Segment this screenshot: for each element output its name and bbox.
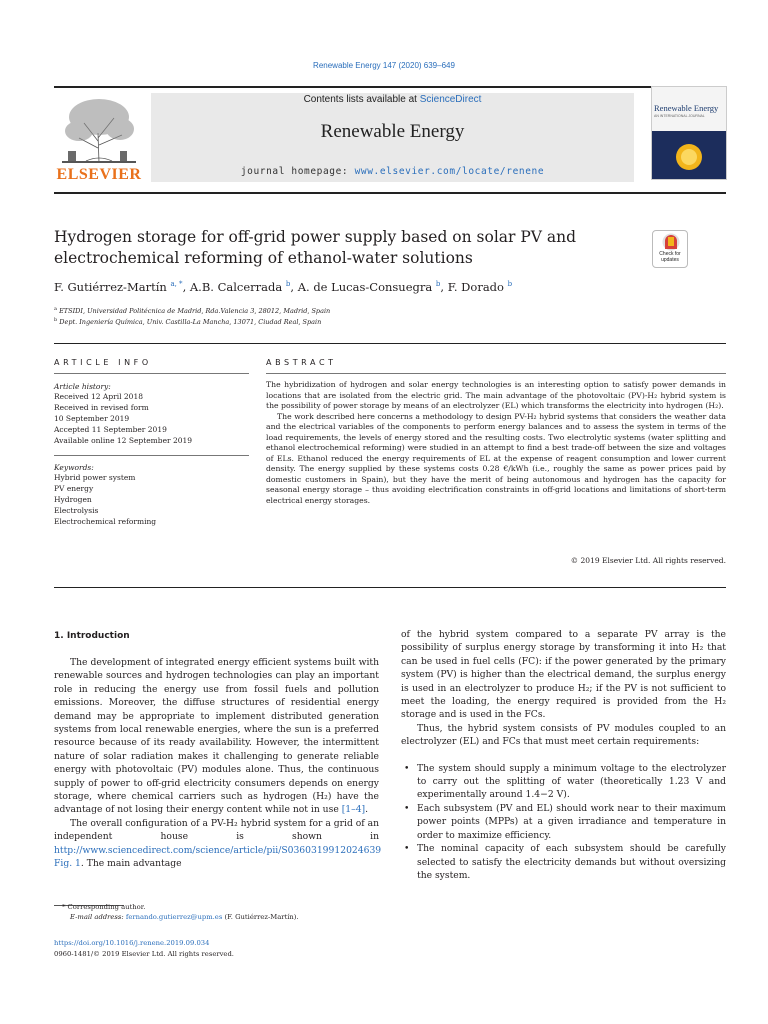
keywords-label: Keywords: [54, 463, 94, 472]
requirements-list [401, 762, 726, 883]
abstract-paragraph: The work described here concerns a methodology to design PV-H₂ hybrid systems that considers the weather data and the electrical variables of the components to perform energy balances and to assess the system in terms of the load requirements, the levels of energy stored and the resulting costs. Two electrolytic systems (water splitting and ethanol electrochemical reforming) were studied in an attempt to find a best trade-off between the size and voltages of ELs. Ethanol reduced the energy requirements of EL at the expense of reagent consumption and lower current density. The energy supplied by these systems costs 0.28 €/kWh (i.e., roughly the same as power prices paid by domestic customers in Spain), but they have the merit of being autonomous and hydrogen has the capacity for seasonal energy storage – thus avoiding electrification constraints in off-grid locations and limitations of short-term electrical energy storages. [266, 411, 726, 505]
email-link[interactable]: fernando.gutierrez@upm.es [125, 913, 223, 921]
paragraph-text: The overall configuration of a PV-H₂ hybrid system for a grid of an independent house is shown in [54, 817, 379, 843]
email-note [54, 913, 454, 921]
author-separator: , [290, 280, 298, 294]
contents-availability [151, 94, 634, 105]
email-label: E-mail address: [70, 913, 126, 921]
keyword[interactable]: Electrolysis [54, 506, 99, 515]
history-item: Received 12 April 2018 [54, 392, 143, 401]
homepage-prefix: journal homepage: [240, 166, 355, 177]
body-right-column [401, 628, 726, 882]
abstract-heading-rule [266, 373, 726, 374]
body-paragraph [54, 817, 382, 871]
affiliation [54, 317, 674, 326]
paragraph-text: . [365, 804, 369, 816]
history-item: Available online 12 September 2019 [54, 436, 193, 445]
author-name[interactable]: A.B. Calcerrada [189, 280, 283, 294]
author-separator: , [440, 280, 448, 294]
contents-prefix: Contents lists available at [303, 94, 420, 105]
affiliation-text: ETSIDI, Universidad Politécnica de Madrid, Rda.Valencia 3, 28012, Madrid, Spain [59, 307, 331, 315]
list-item: • The system should supply a minimum voltage to the electrolyzer to carry out the splitting of water (theoretically 1.23 V and experimentally around 1.4−2 V). [401, 762, 726, 802]
article-history [54, 382, 249, 446]
paragraph-text: The development of integrated energy efficient systems built with renewable sources and hydrogen technologies can play an important role in reducing the energy use from fossil fuels and pollution emissions. Moreover, the diffuse structures of residential energy demand may be appropriate to implement distributed generation systems from local renewable energies, where the sun is a preferred resource because of its ready availability. However, the intermittent nature of solar radiation makes it challenging to generate reliable energy with photovoltaic (PV) modules alone. Thus, the continuous supply of power to off-grid electricity consumers depends on energy storage, where chemical carriers such as hydrogen (H₂) have the advantage of not losing their energy content while not in use [54, 657, 379, 816]
article-title: Hydrogen storage for off-grid power supply based on solar PV and electrochemical reforming of ethanol-water solutions [54, 228, 577, 267]
author-separator: , [182, 280, 190, 294]
keyword[interactable]: Hybrid power system [54, 473, 136, 482]
paragraph-text: . The main advantage [80, 858, 182, 870]
info-heading-rule [54, 373, 249, 374]
crossmark-label-line-1: Check for [659, 251, 681, 257]
abstract-body [266, 380, 726, 506]
reference-link[interactable]: [1–4] [341, 804, 366, 816]
history-item: Received in revised form [54, 403, 149, 412]
affiliation [54, 306, 674, 315]
affiliation-text: Dept. Ingeniería Química, Univ. Castilla-La Mancha, 13071, Ciudad Real, Spain [59, 318, 322, 326]
publisher-wordmark: ELSEVIER [56, 166, 142, 183]
author-affiliation-mark[interactable]: b [435, 280, 441, 288]
affiliation-mark: b [54, 317, 58, 323]
abstract-copyright: © 2019 Elsevier Ltd. All rights reserved. [570, 556, 726, 565]
crossmark-label [652, 252, 688, 263]
body-paragraph: of the hybrid system compared to a separate PV array is the possibility of surplus energy storage by transforming it into H₂ that can be used in fuel cells (FC): if the power generated by the primary system (PV) is higher than the electrical demand, the surplus energy is used in an electrolyzer to produce H₂; if the PV is not sufficient to meet the loading, the energy required is provided from the H₂ storage and is used in the FCs. [401, 629, 726, 721]
history-label: Article history: [54, 382, 111, 391]
author-affiliation-mark[interactable]: b [507, 280, 513, 288]
author-name[interactable]: A. de Lucas-Consuegra [297, 280, 433, 294]
body-paragraph [54, 656, 379, 817]
author-name[interactable]: F. Dorado [447, 280, 504, 294]
info-top-rule [54, 343, 726, 344]
crossmark-label-line-2: updates [661, 256, 679, 263]
list-item: • Each subsystem (PV and EL) should work near to their maximum power points (MPPs) at a given irradiance and temperature in order to maximize efficiency. [401, 802, 726, 842]
issn-line: 0960-1481/© 2019 Elsevier Ltd. All rights reserved. [54, 950, 234, 958]
cover-art-image [652, 131, 726, 179]
author-affiliation-mark[interactable]: a, * [170, 280, 183, 288]
keyword[interactable]: Electrochemical reforming [54, 517, 157, 526]
history-item: 10 September 2019 [54, 414, 130, 423]
homepage-link[interactable]: www.elsevier.com/locate/renene [354, 166, 545, 177]
figure-link[interactable]: http://www.sciencedirect.com/science/article/pii/S0360319912024639 Fig. 1 [54, 844, 382, 870]
cover-title: Renewable Energy [654, 103, 719, 113]
author-list [54, 280, 674, 294]
body-left-column [54, 656, 382, 871]
body-paragraph: Thus, the hybrid system consists of PV modules coupled to an electrolyzer (EL) and FCs that must meet certain requirements: [401, 722, 726, 748]
journal-homepage [151, 166, 634, 177]
section-heading-introduction: 1. Introduction [54, 631, 130, 641]
abstract-paragraph: The hybridization of hydrogen and solar energy technologies is an interesting option to satisfy power demands in locations that are isolated from the electric grid. The main advantage of the photovoltaic (PV)-H₂ hybrid system is the possibility of power storage by means of an electrolyzer (EL) which transforms the electricity into hydrogen (H₂). [266, 380, 726, 410]
author-name[interactable]: F. Gutiérrez-Martín [54, 280, 167, 294]
crossmark-icon [653, 231, 689, 253]
article-info-heading: ARTICLE INFO [54, 358, 152, 367]
banner-bottom-rule [54, 192, 726, 194]
email-owner: (F. Gutiérrez-Martín). [222, 913, 299, 921]
keyword-list [54, 463, 249, 527]
author-affiliation-mark[interactable]: b [285, 280, 291, 288]
abstract-bottom-rule [54, 587, 726, 588]
keyword[interactable]: Hydrogen [54, 495, 92, 504]
history-item: Accepted 11 September 2019 [54, 425, 167, 434]
abstract-heading: ABSTRACT [266, 358, 337, 367]
doi-link[interactable]: https://doi.org/10.1016/j.renene.2019.09.034 [54, 939, 210, 947]
banner-top-rule [54, 86, 726, 88]
keywords-rule [54, 455, 249, 456]
journal-title: Renewable Energy [320, 121, 465, 142]
sciencedirect-link[interactable]: ScienceDirect [419, 94, 482, 105]
keyword[interactable]: PV energy [54, 484, 94, 493]
list-item: • The nominal capacity of each subsystem should be carefully selected to satisfy the electricity demands but without oversizing the system. [401, 842, 726, 882]
affiliation-mark: a [54, 306, 57, 312]
cover-subtitle: AN INTERNATIONAL JOURNAL [654, 114, 705, 118]
corresponding-author-note: * Corresponding author. [62, 903, 146, 911]
journal-citation[interactable]: Renewable Energy 147 (2020) 639–649 [313, 61, 455, 70]
